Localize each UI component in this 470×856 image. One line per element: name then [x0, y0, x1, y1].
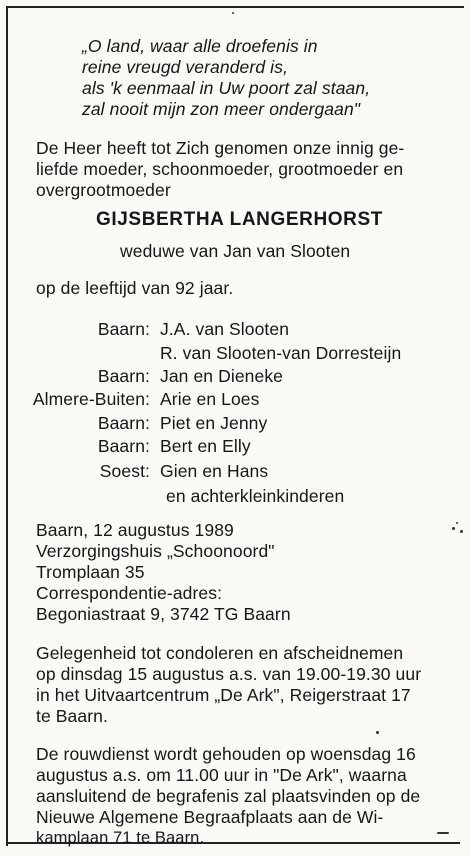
widow-of: weduwe van Jan van Slooten	[120, 241, 351, 261]
condolence-line: in het Uitvaartcentrum „De Ark", Reigerstraat 17	[36, 685, 411, 705]
age-line: op de leeftijd van 92 jaar.	[36, 278, 234, 298]
service-line: augustus a.s. om 11.00 uur in "De Ark", waarna	[36, 765, 407, 785]
poem-line: „O land, waar alle droefenis in	[82, 36, 318, 56]
scan-speck	[452, 527, 455, 530]
top-border	[6, 6, 464, 8]
family-place: Soest:	[99, 461, 150, 481]
condolence-line: op dinsdag 15 augustus a.s. van 19.00-19.30 uur	[36, 664, 422, 684]
family-place: Baarn:	[97, 366, 150, 386]
scan-speck	[232, 12, 234, 14]
service-line: De rouwdienst wordt gehouden op woensdag 16	[36, 744, 416, 764]
scan-speck	[460, 530, 463, 533]
scan-speck	[376, 731, 379, 734]
service-line: Nieuwe Algemene Begraafplaats aan de Wi-	[36, 807, 384, 827]
correspondence-address: Begoniastraat 9, 3742 TG Baarn	[36, 604, 291, 624]
service-line: kamplaan 71 te Baarn.	[36, 829, 205, 847]
home-name: Verzorgingshuis „Schoonoord"	[36, 541, 275, 561]
correspondence-label: Correspondentie-adres:	[36, 583, 223, 603]
family-names: en achterkleinkinderen	[166, 486, 345, 506]
scan-speck	[437, 832, 449, 834]
family-place: Almere-Buiten:	[32, 389, 150, 409]
poem-line: zal nooit mijn zon meer ondergaan"	[82, 99, 361, 119]
poem-line: reine vreugd veranderd is,	[82, 57, 288, 77]
family-place: Baarn:	[97, 413, 150, 433]
family-names: R. van Slooten-van Dorresteijn	[160, 343, 402, 363]
family-names: Piet en Jenny	[160, 413, 268, 433]
condolence-line: Gelegenheid tot condoleren en afscheidnemen	[36, 643, 404, 663]
scan-speck	[456, 522, 458, 524]
family-names: Arie en Loes	[160, 389, 260, 409]
home-street: Tromplaan 35	[36, 562, 145, 582]
family-names: Gien en Hans	[160, 461, 269, 481]
family-place: Baarn:	[97, 319, 150, 339]
announcement-line: liefde moeder, schoonmoeder, grootmoeder en	[36, 159, 404, 179]
announcement-line: De Heer heeft tot Zich genomen onze innig ge-	[36, 138, 405, 158]
date-line: Baarn, 12 augustus 1989	[36, 520, 234, 540]
family-names: Bert en Elly	[160, 436, 251, 456]
poem-line: als 'k eenmaal in Uw poort zal staan,	[82, 78, 371, 98]
service-line: aansluitend de begrafenis zal plaatsvinden op de	[36, 786, 421, 806]
family-names: J.A. van Slooten	[160, 319, 290, 339]
family-names: Jan en Dieneke	[160, 366, 284, 386]
deceased-name: GIJSBERTHA LANGERHORST	[96, 209, 383, 230]
family-place: Baarn:	[97, 436, 150, 456]
condolence-line: te Baarn.	[36, 706, 108, 726]
announcement-line: overgrootmoeder	[36, 180, 171, 200]
